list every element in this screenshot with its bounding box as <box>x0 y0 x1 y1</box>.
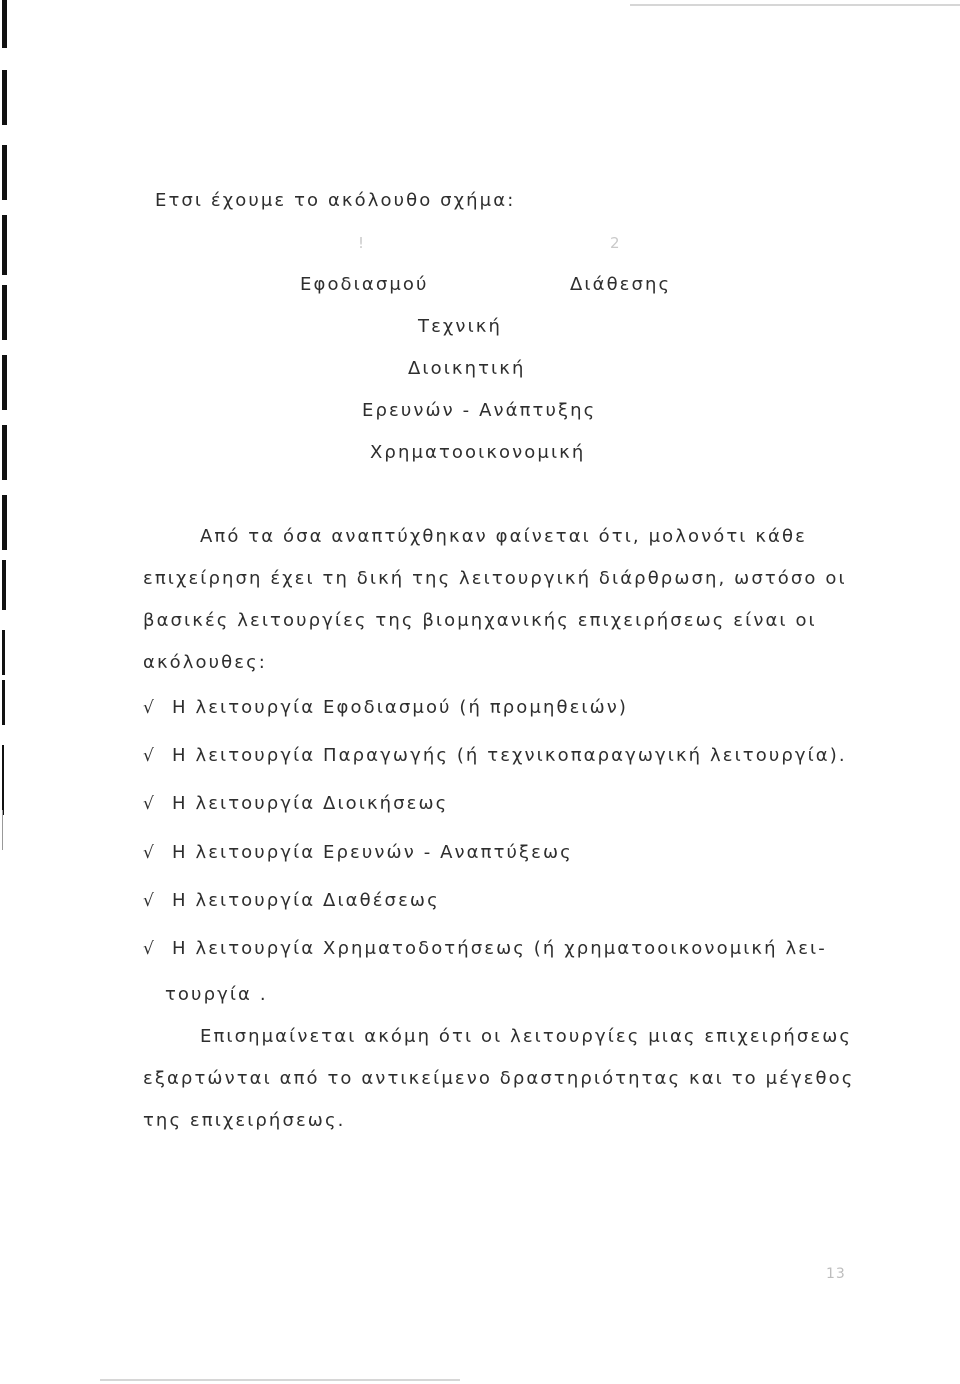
bullet-item: Η λειτουργία Ερευνών - Αναπτύξεως <box>172 842 573 863</box>
binding-mark <box>2 0 7 48</box>
faint-mark: ! <box>358 234 367 252</box>
binding-mark <box>2 810 3 850</box>
bullet-item: Η λειτουργία Χρηματοδοτήσεως (ή χρηματοοικονομική λει- <box>172 938 827 959</box>
paragraph-line: επιχείρηση έχει τη δική της λειτουργική διάρθρωση, ωστόσο οι <box>143 568 847 589</box>
paragraph-line: της επιχειρήσεως. <box>143 1110 346 1131</box>
binding-mark <box>2 215 7 275</box>
paragraph-line: ακόλουθες: <box>143 652 267 673</box>
diagram-center-item: Χρηματοοικονομική <box>370 442 586 463</box>
diagram-right-label: Διάθεσης <box>570 274 672 295</box>
diagram-center-item: Τεχνική <box>418 316 502 337</box>
check-icon: √ <box>143 698 154 718</box>
paragraph-line: βασικές λειτουργίες της βιομηχανικής επιχειρήσεως είναι οι <box>143 610 817 631</box>
binding-mark <box>2 680 5 725</box>
binding-mark <box>2 425 7 480</box>
bullet-continuation: τουργία . <box>165 984 268 1005</box>
diagram-left-label: Εφοδιασμού <box>300 274 429 295</box>
diagram-center-item: Διοικητική <box>408 358 526 379</box>
paragraph-line: εξαρτώνται από το αντικείμενο δραστηριότητας και το μέγεθος <box>143 1068 855 1089</box>
check-icon: √ <box>143 746 154 766</box>
bullet-item: Η λειτουργία Παραγωγής (ή τεχνικοπαραγωγική λειτουργία). <box>172 745 847 766</box>
check-icon: √ <box>143 794 154 814</box>
scan-edge-line <box>630 4 960 6</box>
diagram-center-item: Ερευνών - Ανάπτυξης <box>362 400 597 421</box>
binding-mark <box>2 355 7 410</box>
binding-mark <box>2 145 7 200</box>
paragraph-line: Από τα όσα αναπτύχθηκαν φαίνεται ότι, μολονότι κάθε <box>200 526 807 547</box>
paragraph-line: Επισημαίνεται ακόμη ότι οι λειτουργίες μιας επιχειρήσεως <box>200 1026 853 1047</box>
bullet-item: Η λειτουργία Διοικήσεως <box>172 793 449 814</box>
binding-mark <box>2 560 6 610</box>
bullet-item: Η λειτουργία Εφοδιασμού (ή προμηθειών) <box>172 697 629 718</box>
binding-mark <box>2 495 7 550</box>
faint-mark: 2 <box>610 234 622 252</box>
bullet-item: Η λειτουργία Διαθέσεως <box>172 890 440 911</box>
binding-mark <box>2 70 7 125</box>
binding-mark <box>2 285 7 340</box>
binding-mark <box>2 745 4 815</box>
intro-text: Ετσι έχουμε το ακόλουθο σχήμα: <box>155 190 516 211</box>
page-number: 13 <box>826 1266 846 1282</box>
check-icon: √ <box>143 843 154 863</box>
check-icon: √ <box>143 939 154 959</box>
binding-mark <box>2 630 5 675</box>
scan-edge-line <box>100 1379 460 1381</box>
check-icon: √ <box>143 891 154 911</box>
